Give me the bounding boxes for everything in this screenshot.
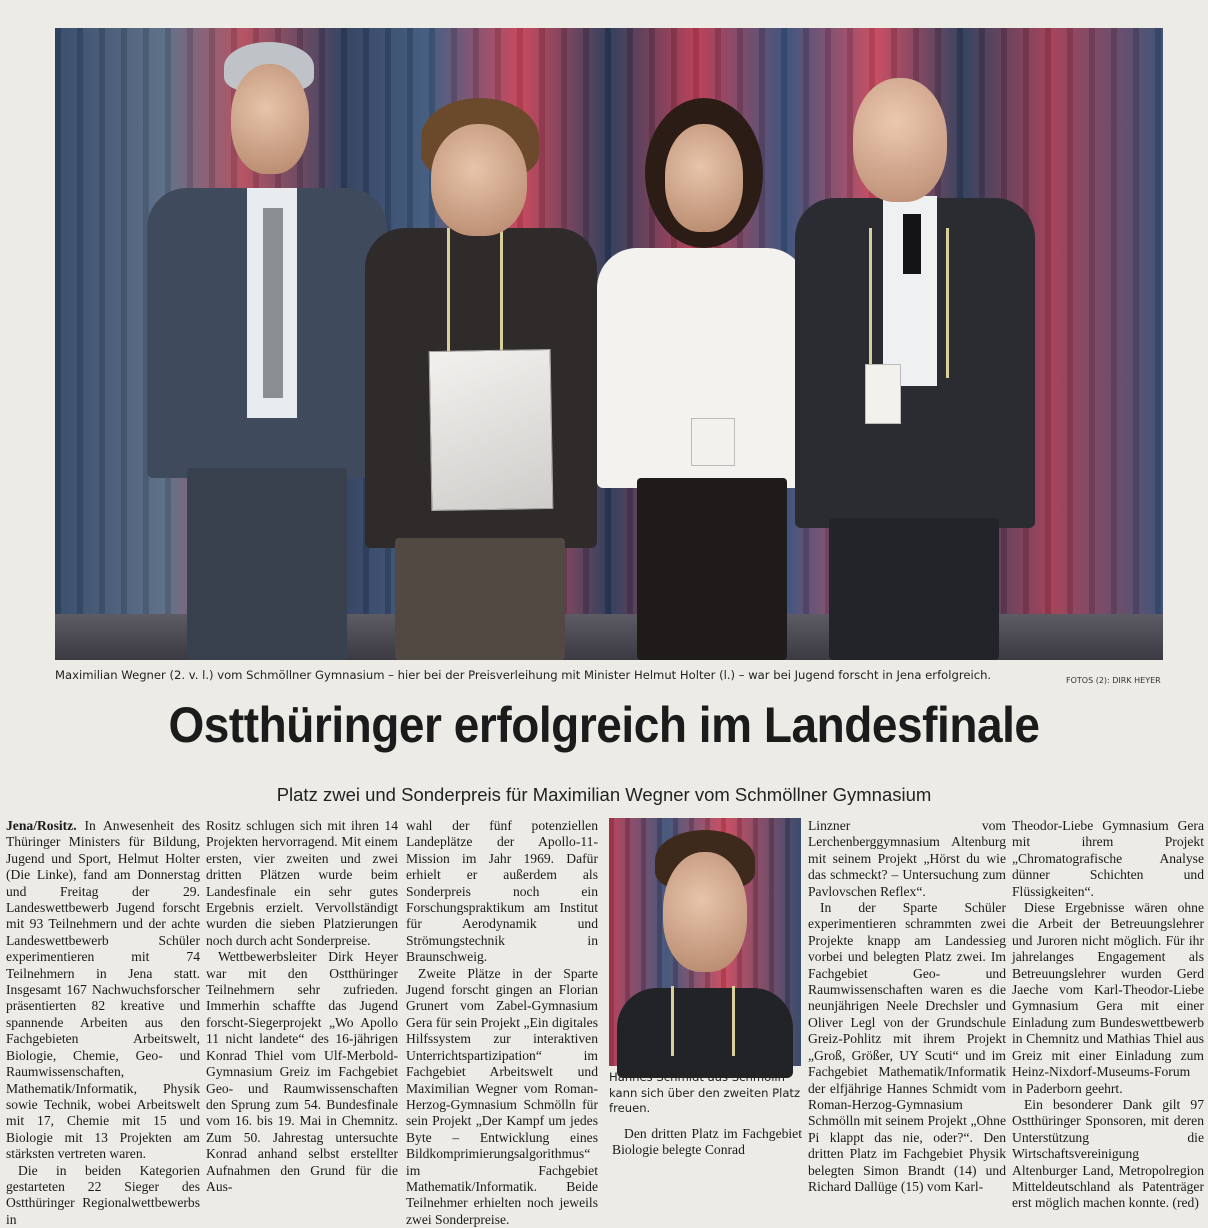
person-hannes bbox=[609, 818, 801, 1066]
article-column-1 bbox=[6, 818, 200, 1228]
paragraph: Die in beiden Kategorien gestarteten 22 Sieger des Ostthüringer Regionalwettbewerbs in bbox=[6, 1162, 200, 1227]
paragraph: Zweite Plätze in der Sparte Jugend forscht gingen an Florian Grunert vom Zabel-Gymnasium Gera für sein Projekt „Ein digitales Hilfssystem zur interaktiven Unterrichtspartizipation“ im Fachgebiet Arbeitswelt und Maximilian Wegner vom Roman-Herzog-Gymnasium Schmölln für sein Projekt „Der Kampf um jedes Byte – Entwicklung eines Bildkomprimierungsalgorithmus“ im Fachgebiet Mathematik/Informatik. Beide Teilnehmer erhielten noch jeweils zwei Sonderpreise. bbox=[406, 965, 598, 1227]
subheadline: Platz zwei und Sonderpreis für Maximilian Wegner vom Schmöllner Gymnasium bbox=[276, 784, 932, 805]
paragraph: In der Sparte Schüler experimentieren schrammten zwei Projekte knapp am Landessieg vorbei und belegten Platz zwei. Im Fachgebiet Geo- und Raumwissenschaften waren es die neunjährigen Neele Drechsler und Oliver Legl von der Grundschule Greiz-Pohlitz mit ihrem Projekt „Groß, Größer, UY Scuti“ und im Fachgebiet Mathematik/Informatik der elfjährige Hannes Schmidt vom Roman-Herzog-Gymnasium Schmölln mit seinem Projekt „Ohne Pi klappt das nie, oder?“. Den dritten Platz im Fachgebiet Physik belegten Simon Brandt (14) und Richard Dallüge (15) vom Karl- bbox=[808, 900, 1006, 1194]
paragraph-text: In Anwesenheit des Thüringer Ministers für Bildung, Jugend und Sport, Helmut Holter (Die Linke), fand am Donnerstag und Freitag der 29. Landeswettbewerb Jugend forscht mit 93 Teilnehmern und der achte Landeswettbewerb Schüler experimentieren mit 74 Teilnehmern in Jena statt. Insgesamt 167 Nachwuchsforscher präsentierten 82 kreative und spannende Arbeiten aus den Fachgebieten Arbeitswelt, Biologie, Chemie, Geo- und Raumwissenschaften, Mathematik/Informatik, Physik sowie Technik, wobei Arbeitswelt mit 17, Chemie mit 15 und Biologie mit 13 Projekten am stärksten vertreten waren. bbox=[6, 818, 200, 1162]
award-photo bbox=[55, 28, 1163, 660]
paragraph: Wettbewerbsleiter Dirk Heyer war mit den Ostthüringer Teilnehmern sehr zufrieden. Immerhin schaffte das Jugend forscht-Siegerprojekt „Wo Apollo 11 nicht landete“ des 16-jährigen Konrad Thiel vom Ulf-Merbold-Gymnasium Greiz im Fachgebiet Geo- und Raumwissenschaften den Sprung zum 54. Bundesfinale vom 16. bis 19. Mai in Chemnitz. Zum 50. Jahrestag untersuchte Konrad anhand selbst erstellter Aufnahmen den Grund für die Aus- bbox=[206, 949, 398, 1194]
certificate bbox=[429, 349, 554, 511]
paragraph: Ein besonderer Dank gilt 97 Ostthüringer Sponsoren, mit deren Unterstützung die Wirtschaftsvereinigung Altenburger Land, Metropolregion Mitteldeutschland als Patenträger erst möglich machen konnte. (red) bbox=[1012, 1096, 1204, 1211]
paragraph: Rositz schlugen sich mit ihren 14 Projekten hervorragend. Mit einem ersten, vier zweiten und zwei dritten Plätzen wurde beim Landesfinale ein sehr gutes Ergebnis erzielt. Vervollständigt wurden die sieben Platzierungen noch durch acht Sonderpreise. bbox=[206, 818, 398, 948]
person-minister bbox=[147, 28, 387, 660]
paragraph: wahl der fünf potenziellen Landeplätze der Apollo-11-Mission im Jahr 1969. Dafür erhielt er außerdem als Sonderpreis noch ein Forschungspraktikum am Institut für Aerodynamik und Strömungstechnik in Braunschweig. bbox=[406, 818, 598, 965]
article-column-2 bbox=[206, 818, 398, 1195]
paragraph: Den dritten Platz im Fachgebiet Biologie belegte Conrad bbox=[612, 1126, 802, 1158]
article-column-6 bbox=[1012, 818, 1204, 1212]
dateline: Jena/Rositz. bbox=[6, 818, 77, 833]
article-column-5 bbox=[808, 818, 1006, 1195]
inset-photo bbox=[609, 818, 801, 1066]
paragraph bbox=[6, 818, 200, 1163]
paragraph: Theodor-Liebe Gymnasium Gera mit ihrem Projekt „Chromatografische Analyse dünner Schichten und Flüssigkeiten“. bbox=[1012, 818, 1204, 899]
article-column-4 bbox=[612, 1126, 802, 1159]
paragraph: Diese Ergebnisse wären ohne die Arbeit der Betreuungslehrer und Juroren nicht möglich. Für ihr jahrelanges Engagement als Betreuungslehrer wurden Gerd Jaeche vom Karl-Theodor-Liebe Gymnasium Gera mit einer Einladung zum Bundeswettbewerb in Chemnitz und Mathias Thiel aus Greiz mit einer Einladung zum Heinz-Nixdorf-Museums-Forum in Paderborn geehrt. bbox=[1012, 900, 1204, 1096]
inset-caption: Hannes Schmidt aus Schmölln kann sich über den zweiten Platz freuen. bbox=[609, 1070, 801, 1115]
person-woman bbox=[597, 98, 807, 660]
person-official bbox=[795, 78, 1035, 660]
article-column-3 bbox=[406, 818, 598, 1228]
headline: Ostthüringer erfolgreich im Landesfinale bbox=[168, 697, 1040, 753]
photo-credit: FOTOS (2): DIRK HEYER bbox=[1066, 676, 1161, 685]
photo-caption: Maximilian Wegner (2. v. l.) vom Schmöllner Gymnasium – hier bei der Preisverleihung mit Minister Helmut Holter (l.) – war bei Jugend forscht in Jena erfolgreich. bbox=[55, 668, 992, 682]
paragraph: Linzner vom Lerchenberggymnasium Altenburg mit seinem Projekt „Hörst du wie das schmeckt? – Untersuchung zum Pavlovschen Reflex“. bbox=[808, 818, 1006, 899]
